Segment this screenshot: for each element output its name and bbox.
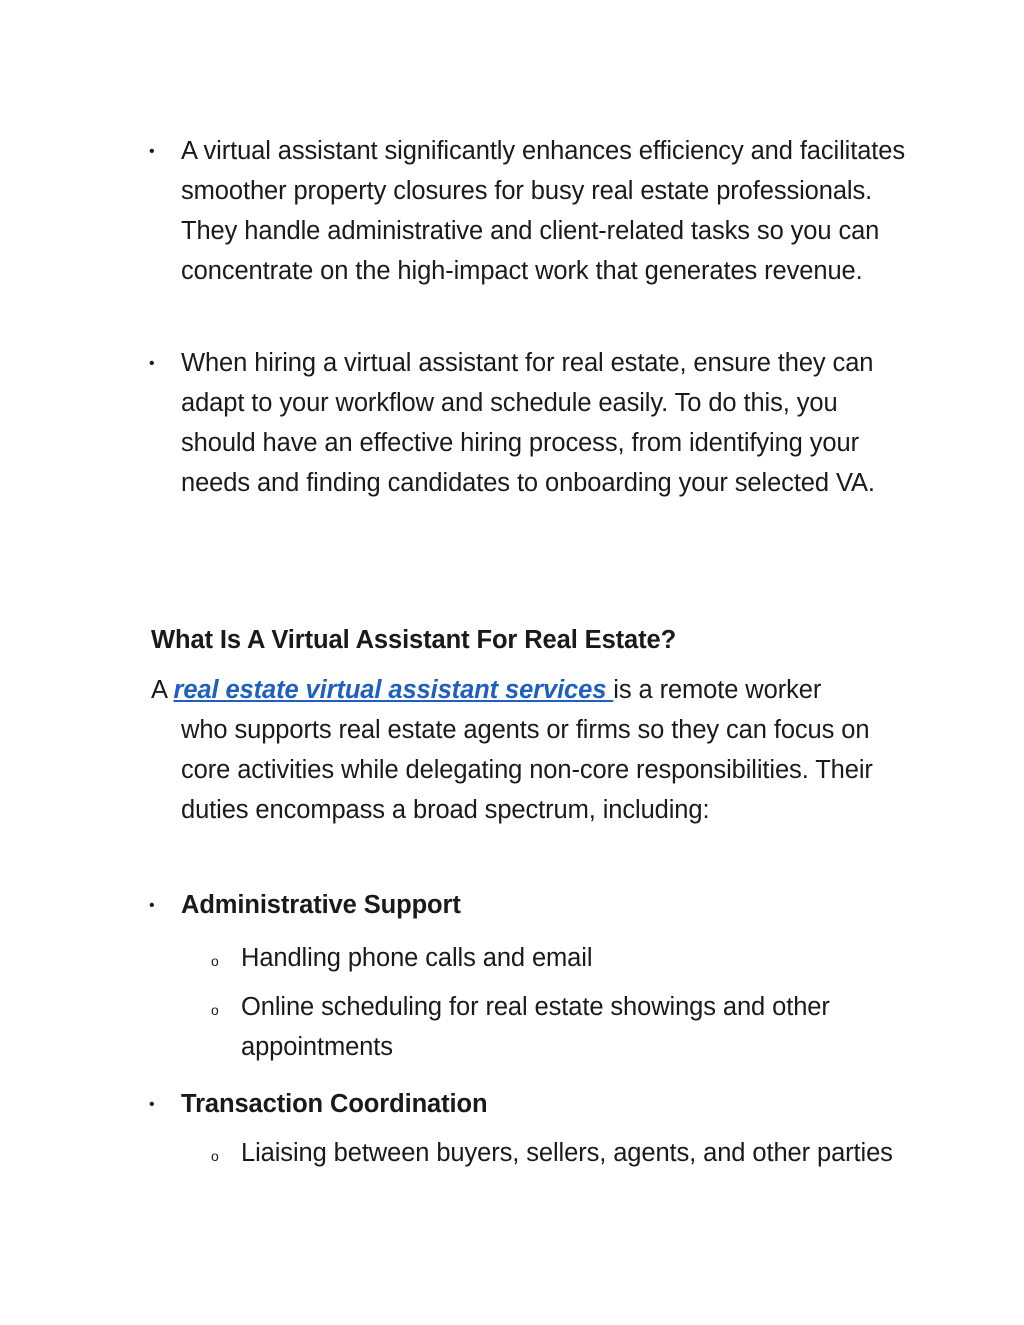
bullet-icon: •: [149, 897, 155, 914]
duty-title: Administrative Support: [181, 891, 461, 919]
intro-rest: who supports real estate agents or firms so they can focus on core activities while delegating non-core responsibilities. Their duties encompass a broad spectrum, including:: [181, 716, 873, 824]
duty-item: Liaising between buyers, sellers, agents, and other parties: [241, 1139, 893, 1167]
services-link[interactable]: real estate virtual assistant services: [173, 676, 614, 704]
list-item: When hiring a virtual assistant for real estate, ensure they can adapt to your workflow and schedule easily. To do this, you should have an effective hiring process, from identifying your needs and finding candidates to onboarding your selected VA.: [181, 349, 875, 497]
sub-bullet-icon: o: [211, 1148, 219, 1164]
bullet-icon: •: [149, 355, 155, 372]
list-item: A virtual assistant significantly enhances efficiency and facilitates smoother property closures for busy real estate professionals. They handle administrative and client-related tasks so you can concentrate on the high-impact work that generates revenue.: [181, 137, 906, 285]
intro-line1-rest: is a remote worker: [613, 676, 822, 704]
duty-item: Online scheduling for real estate showings and other appointments: [241, 993, 830, 1061]
intro-paragraph: [151, 670, 911, 830]
duty-title: Transaction Coordination: [181, 1090, 488, 1118]
sub-bullet-icon: o: [211, 953, 219, 969]
bullet-icon: •: [149, 143, 155, 160]
duty-item: Handling phone calls and email: [241, 944, 593, 972]
section-heading: What Is A Virtual Assistant For Real Estate?: [151, 626, 677, 654]
intro-prefix: A: [151, 676, 174, 704]
bullet-icon: •: [149, 1096, 155, 1113]
sub-bullet-icon: o: [211, 1002, 219, 1018]
